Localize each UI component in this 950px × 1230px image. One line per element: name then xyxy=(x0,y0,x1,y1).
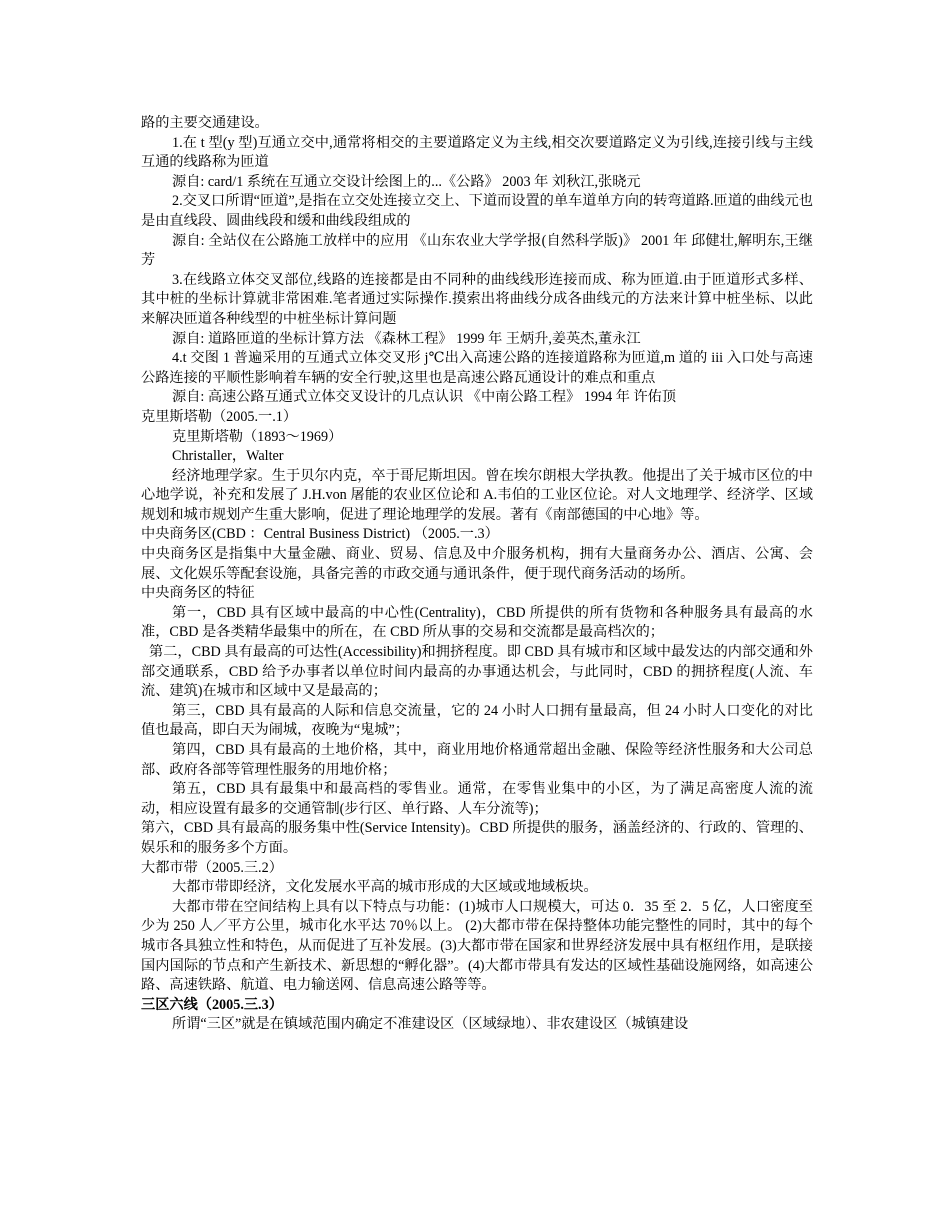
paragraph: 3.在线路立体交叉部位,线路的连接都是由不同种的曲线线形连接而成、称为匝道.由于匝道形式多样、其中桩的坐标计算就非常困难.笔者通过实际操作.摸索出将曲线分成各曲线元的方法来计算中桩坐标、以此来解决匝道各种线型的中桩坐标计算问题 xyxy=(141,271,813,327)
paragraph: 第三，CBD 具有最高的人际和信息交流量，它的 24 小时人口拥有量最高，但 24 小时人口变化的对比值也最高，即白天为闹城，夜晚为“鬼城”； xyxy=(141,702,813,739)
paragraph: 2.交叉口所谓“匝道”,是指在立交处连接立交上、下道而设置的单车道单方向的转弯道路.匝道的曲线元也是由直线段、圆曲线段和缓和曲线段组成的 xyxy=(141,193,813,229)
source-line: 源自: 高速公路互通式立体交叉设计的几点认识 《中南公路工程》 1994 年 许佑顶 xyxy=(172,389,677,406)
paragraph: 第四，CBD 具有最高的土地价格，其中，商业用地价格通常超出金融、保险等经济性服务和大公司总部、政府各部等管理性服务的用地价格； xyxy=(141,742,813,778)
paragraph: 4.t 交图 1 普遍采用的互通式立体交叉形 j℃出入高速公路的连接道路称为匝道,m 道的 iii 入口处与高速公路连接的平顺性影响着车辆的安全行驶,这里也是高速公路瓦通设计的难点和重点 xyxy=(141,350,813,386)
document-body xyxy=(141,114,813,1035)
paragraph: 路的主要交通建设。 xyxy=(141,115,269,131)
source-line: 源自: card/1 系统在互通立交设计绘图上的...《公路》 2003 年 刘秋江,张晓元 xyxy=(172,173,641,190)
paragraph: 1.在 t 型(y 型)互通立交中,通常将相交的主要道路定义为主线,相交次要道路定义为引线,连接引线与主线互通的线路称为匝道 xyxy=(141,134,813,171)
section-heading: 大都市带（2005.三.2） xyxy=(141,859,283,876)
section-heading: 中央商务区(CBD ：Central Business District) （2005.一.3） xyxy=(141,526,499,543)
paragraph: 经济地理学家。生于贝尔内克，卒于哥尼斯坦因。曾在埃尔朗根大学执教。他提出了关于城市区位的中心地学说，补充和发展了 J.H.von 屠能的农业区位论和 A.韦伯的工业区位论。对人文地理学、经济学、区域规划和城市规划产生重大影响，促进了理论地理学的发展。著有《南部德国的中心地》等。 xyxy=(141,467,813,523)
paragraph: 第一，CBD 具有区域中最高的中心性(Centrality)，CBD 所提供的所有货物和各种服务具有最高的水准，CBD 是各类精华最集中的所在，在 CBD 所从事的交易和交流都是最高档次的； xyxy=(141,604,813,641)
paragraph: 第五，CBD 具有最集中和最高档的零售业。通常，在零售业集中的小区，为了满足高密度人流的流动，相应设置有最多的交通管制(步行区、单行路、人车分流等)； xyxy=(141,781,813,817)
paragraph: 大都市带在空间结构上具有以下特点与功能：(1)城市人口规模大，可达 0．35 至 2．5 亿，人口密度至少为 250 人／平方公里，城市化水平达 70％以上。 (2)大都市带在保持整体功能完整性的同时，其中的每个城市各具独立性和特色，从而促进了互补发展。(3)大都市带在国家和世界经济发展中具有枢纽作用，是联接国内国际的节点和产生新技术、新思想的“孵化器”。(4)大都市带具有发达的区域性基础设施网络，如高速公路、高速铁路、航道、电力输送网、信息高速公路等等。 xyxy=(141,898,813,994)
section-heading: 三区六线（2005.三.3） xyxy=(141,996,283,1013)
source-line: 源自: 全站仪在公路施工放样中的应用 《山东农业大学学报(自然科学版)》 2001 年 邱健壮,解明东,王继芳 xyxy=(141,232,813,269)
source-line: 源自: 道路匝道的坐标计算方法 《森林工程》 1999 年 王炳升,姜英杰,董永江 xyxy=(172,330,641,347)
subheading: 中央商务区的特征 xyxy=(141,585,255,602)
paragraph: 所谓“三区”就是在镇域范围内确定不准建设区（区域绿地）、非农建设区（城镇建设 xyxy=(172,1016,689,1033)
paragraph: Christaller，Walter xyxy=(172,448,284,465)
section-heading: 克里斯塔勒（2005.一.1） xyxy=(141,408,298,425)
paragraph: 第六，CBD 具有最高的服务集中性(Service Intensity)。CBD 所提供的服务，涵盖经济的、行政的、管理的、娱乐和的服务多个方面。 xyxy=(141,820,813,856)
paragraph: 中央商务区是指集中大量金融、商业、贸易、信息及中介服务机构，拥有大量商务办公、酒店、公寓、会展、文化娱乐等配套设施，具备完善的市政交通与通讯条件，便于现代商务活动的场所。 xyxy=(141,546,813,582)
paragraph: 第二，CBD 具有最高的可达性(Accessibility)和拥挤程度。即 CBD 具有城市和区域中最发达的内部交通和外部交通联系，CBD 给予办事者以单位时间内最高的办事通达机会，与此同时，CBD 的拥挤程度(人流、车流、建筑)在城市和区域中又是最高的； xyxy=(141,644,813,700)
paragraph: 大都市带即经济，文化发展水平高的城市形成的大区域或地域板块。 xyxy=(172,879,598,896)
paragraph: 克里斯塔勒（1893～1969） xyxy=(172,428,343,445)
